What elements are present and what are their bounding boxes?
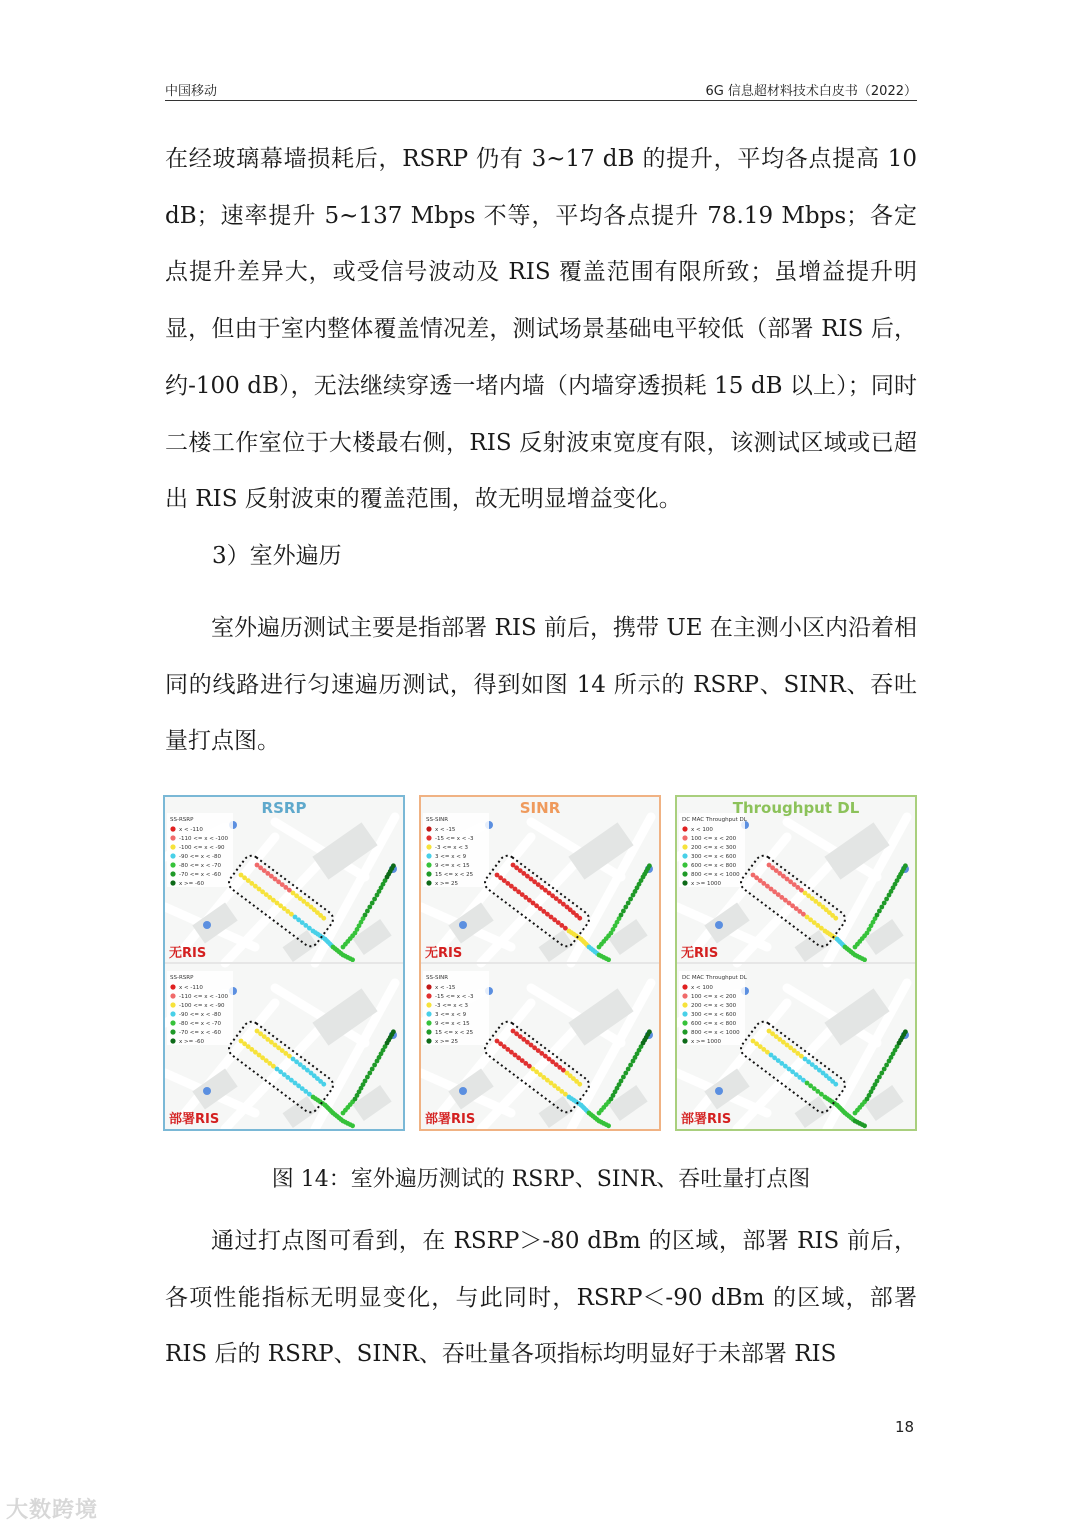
- paragraph-2: 室外遍历测试主要是指部署 RIS 前后，携带 UE 在主测小区内沿着相同的线路进行匀速遍历测试，得到如图 14 所示的 RSRP、SINR、吞吐量打点图。: [165, 615, 917, 755]
- legend-swatch: [170, 1002, 175, 1007]
- figure-14: [163, 795, 917, 1135]
- paragraph-3: 通过打点图可看到，在 RSRP＞-80 dBm 的区域，部署 RIS 前后，各项性能指标无明显变化，与此同时，RSRP＜-90 dBm 的区域，部署 RIS 后的 RSRP、SINR、吞吐量各项指标均明显好于未部署 RIS: [165, 1228, 917, 1368]
- subplot-label: 部署RIS: [425, 1112, 476, 1127]
- subplot-label: 无RIS: [425, 946, 463, 961]
- legend-label: 15 <= x < 25: [435, 1030, 474, 1036]
- legend-swatch: [682, 984, 687, 989]
- legend-swatch: [682, 835, 687, 840]
- legend-label: x < -15: [435, 985, 456, 991]
- legend-swatch: [682, 853, 687, 858]
- legend-label: -90 <= x < -80: [179, 854, 222, 860]
- measurement-point: [875, 1079, 880, 1084]
- legend-swatch: [170, 862, 175, 867]
- measurement-point: [877, 909, 882, 914]
- measurement-point: [647, 863, 652, 868]
- sinr-map: [421, 797, 659, 1129]
- legend-swatch: [170, 1029, 175, 1034]
- measurement-point: [626, 1067, 631, 1072]
- legend-label: -15 <= x < -3: [435, 994, 474, 1000]
- throughput-panel: [675, 795, 917, 1131]
- measurement-point: [626, 901, 631, 906]
- measurement-point: [365, 909, 370, 914]
- legend-label: x >= 25: [435, 881, 458, 887]
- legend-label: x < -110: [179, 827, 203, 833]
- measurement-point: [321, 916, 326, 921]
- legend-label: -3 <= x < 3: [435, 845, 469, 851]
- measurement-point: [882, 901, 887, 906]
- legend-swatch: [426, 880, 431, 885]
- legend-label: 300 <= x < 600: [691, 1012, 737, 1018]
- measurement-point: [619, 913, 624, 918]
- map-building: [795, 1096, 830, 1128]
- legend-swatch: [682, 1020, 687, 1025]
- measurement-point: [875, 913, 880, 918]
- legend-swatch: [426, 871, 431, 876]
- legend-swatch: [426, 1029, 431, 1034]
- measurement-point: [577, 1082, 582, 1087]
- map-without-ris: [677, 813, 909, 963]
- legend-swatch: [426, 1011, 431, 1016]
- header-right: 6G 信息超材料技术白皮书（2022）: [705, 84, 917, 99]
- legend-swatch: [170, 1038, 175, 1043]
- legend-swatch: [426, 826, 431, 831]
- legend-swatch: [426, 1038, 431, 1043]
- measurement-point: [350, 957, 355, 962]
- measurement-point: [606, 957, 611, 962]
- legend-label: 200 <= x < 300: [691, 845, 737, 851]
- measurement-point: [621, 1075, 626, 1080]
- measurement-point: [370, 901, 375, 906]
- legend-swatch: [426, 835, 431, 840]
- legend-label: x >= 25: [435, 1039, 458, 1045]
- legend-swatch: [426, 844, 431, 849]
- paragraph-1: 在经玻璃幕墙损耗后，RSRP 仍有 3~17 dB 的提升，平均各点提高 10 dB；速率提升 5~137 Mbps 不等，平均各点提升 78.19 Mbps；各定点提升差异大，或受信号波动及 RIS 覆盖范围有限所致；虽增益提升明显，但由于室内整体覆盖情况差，测试场景基础电平较低（部署 RIS 后，约-100 dB），无法继续穿透一堵内墙（内墙穿透损耗 15 dB 以上）；同时二楼工作室位于大楼最右侧，RIS 反射波束宽度有限，该测试区域或已超出 RIS 反射波束的覆盖范围，故无明显增益变化。: [165, 146, 917, 513]
- legend-swatch: [682, 993, 687, 998]
- subplot-label: 无RIS: [169, 946, 207, 961]
- legend-label: -100 <= x < -90: [179, 845, 225, 851]
- legend-label: x < 100: [691, 985, 713, 991]
- measurement-point: [372, 897, 377, 902]
- map-building: [283, 1096, 318, 1128]
- legend-label: x >= -60: [179, 881, 204, 887]
- legend-label: 100 <= x < 200: [691, 994, 737, 1000]
- measurement-point: [623, 905, 628, 910]
- legend-label: -80 <= x < -70: [179, 1021, 222, 1027]
- measurement-point: [877, 1075, 882, 1080]
- legend-label: -100 <= x < -90: [179, 1003, 225, 1009]
- measurement-point: [391, 863, 396, 868]
- legend-label: 200 <= x < 300: [691, 1003, 737, 1009]
- map-pin-icon: [459, 921, 467, 929]
- legend-label: 3 <= x < 9: [435, 1012, 467, 1018]
- section-subheading: 3）室外遍历: [212, 543, 342, 569]
- legend-swatch: [170, 826, 175, 831]
- legend-swatch: [682, 826, 687, 831]
- measurement-point: [363, 1079, 368, 1084]
- legend-label: -110 <= x < -100: [179, 836, 229, 842]
- legend-title: SS-SINR: [426, 817, 449, 823]
- legend-swatch: [682, 862, 687, 867]
- legend-label: 3 <= x < 9: [435, 854, 467, 860]
- legend-label: x < -15: [435, 827, 456, 833]
- legend-label: -3 <= x < 3: [435, 1003, 469, 1009]
- legend-title: SS-SINR: [426, 975, 449, 981]
- measurement-point: [903, 1029, 908, 1034]
- legend-label: x < -110: [179, 985, 203, 991]
- legend-label: -110 <= x < -100: [179, 994, 229, 1000]
- measurement-point: [321, 1082, 326, 1087]
- legend-title: DC MAC Throughput DL: [682, 817, 747, 823]
- legend-label: 9 <= x < 15: [435, 1021, 470, 1027]
- measurement-point: [577, 916, 582, 921]
- legend-swatch: [426, 1002, 431, 1007]
- legend-swatch: [170, 835, 175, 840]
- rsrp-map: [165, 797, 403, 1129]
- sinr-panel: [419, 795, 661, 1131]
- panel-title-throughput: Throughput DL: [732, 799, 860, 817]
- measurement-point: [391, 1029, 396, 1034]
- measurement-point: [879, 1071, 884, 1076]
- figure-caption: 图 14：室外遍历测试的 RSRP、SINR、吞吐量打点图: [271, 1167, 811, 1192]
- legend-label: -70 <= x < -60: [179, 1030, 222, 1036]
- legend-title: SS-RSRP: [170, 817, 194, 823]
- legend-swatch: [170, 844, 175, 849]
- legend-label: 800 <= x < 1000: [691, 1030, 740, 1036]
- map-without-ris: [165, 813, 397, 963]
- legend-swatch: [426, 1020, 431, 1025]
- legend-label: 600 <= x < 800: [691, 863, 737, 869]
- measurement-point: [862, 957, 867, 962]
- legend-swatch: [170, 880, 175, 885]
- legend-label: x < 100: [691, 827, 713, 833]
- panel-title-rsrp: RSRP: [261, 799, 307, 817]
- watermark: 大数跨境: [6, 1498, 99, 1523]
- legend-swatch: [170, 993, 175, 998]
- measurement-point: [833, 916, 838, 921]
- legend-label: 9 <= x < 15: [435, 863, 470, 869]
- legend-swatch: [170, 984, 175, 989]
- measurement-point: [363, 913, 368, 918]
- measurement-point: [884, 897, 889, 902]
- legend-swatch: [682, 844, 687, 849]
- measurement-point: [350, 1123, 355, 1128]
- measurement-point: [833, 1082, 838, 1087]
- legend-label: -15 <= x < -3: [435, 836, 474, 842]
- subplot-label: 部署RIS: [681, 1112, 732, 1127]
- rsrp-panel: [163, 795, 405, 1131]
- legend-swatch: [682, 1038, 687, 1043]
- subplot-label: 部署RIS: [169, 1112, 220, 1127]
- legend-swatch: [170, 1011, 175, 1016]
- map-building: [283, 930, 318, 962]
- legend-label: -80 <= x < -70: [179, 863, 222, 869]
- map-pin-icon: [715, 921, 723, 929]
- map-with-ris: [165, 963, 403, 1129]
- measurement-point: [628, 897, 633, 902]
- measurement-point: [367, 905, 372, 910]
- legend-label: x >= -60: [179, 1039, 204, 1045]
- header-left: 中国移动: [165, 84, 218, 99]
- legend-swatch: [682, 880, 687, 885]
- legend-label: 100 <= x < 200: [691, 836, 737, 842]
- legend-swatch: [426, 862, 431, 867]
- map-building: [539, 1096, 574, 1128]
- measurement-point: [862, 1123, 867, 1128]
- legend-swatch: [682, 1011, 687, 1016]
- panel-title-sinr: SINR: [519, 799, 561, 817]
- measurement-point: [623, 1071, 628, 1076]
- legend-swatch: [426, 984, 431, 989]
- map-with-ris: [421, 963, 659, 1129]
- measurement-point: [365, 1075, 370, 1080]
- map-without-ris: [421, 813, 653, 963]
- legend-label: 800 <= x < 1000: [691, 872, 740, 878]
- subplot-label: 无RIS: [681, 946, 719, 961]
- measurement-point: [621, 909, 626, 914]
- measurement-point: [606, 1123, 611, 1128]
- legend-title: SS-RSRP: [170, 975, 194, 981]
- map-pin-icon: [715, 1087, 723, 1095]
- measurement-point: [367, 1071, 372, 1076]
- legend-swatch: [170, 1020, 175, 1025]
- measurement-point: [903, 863, 908, 868]
- legend-label: x >= 1000: [691, 881, 721, 887]
- legend-swatch: [682, 1029, 687, 1034]
- measurement-point: [372, 1063, 377, 1068]
- legend-swatch: [426, 993, 431, 998]
- legend-swatch: [682, 871, 687, 876]
- map-building: [539, 930, 574, 962]
- measurement-point: [370, 1067, 375, 1072]
- legend-label: 600 <= x < 800: [691, 1021, 737, 1027]
- measurement-point: [647, 1029, 652, 1034]
- legend-label: 15 <= x < 25: [435, 872, 474, 878]
- legend-swatch: [170, 871, 175, 876]
- page-header: [165, 76, 917, 101]
- throughput-map: [677, 797, 915, 1129]
- map-pin-icon: [459, 1087, 467, 1095]
- page-number: 18: [895, 1418, 915, 1436]
- legend-label: 300 <= x < 600: [691, 854, 737, 860]
- legend-swatch: [682, 1002, 687, 1007]
- measurement-point: [619, 1079, 624, 1084]
- measurement-point: [628, 1063, 633, 1068]
- measurement-point: [882, 1067, 887, 1072]
- measurement-point: [884, 1063, 889, 1068]
- map-with-ris: [677, 963, 915, 1129]
- map-building: [795, 930, 830, 962]
- measurement-point: [879, 905, 884, 910]
- legend-swatch: [426, 853, 431, 858]
- legend-swatch: [170, 853, 175, 858]
- legend-title: DC MAC Throughput DL: [682, 975, 747, 981]
- legend-label: x >= 1000: [691, 1039, 721, 1045]
- map-pin-icon: [203, 1087, 211, 1095]
- map-pin-icon: [203, 921, 211, 929]
- legend-label: -70 <= x < -60: [179, 872, 222, 878]
- legend-label: -90 <= x < -80: [179, 1012, 222, 1018]
